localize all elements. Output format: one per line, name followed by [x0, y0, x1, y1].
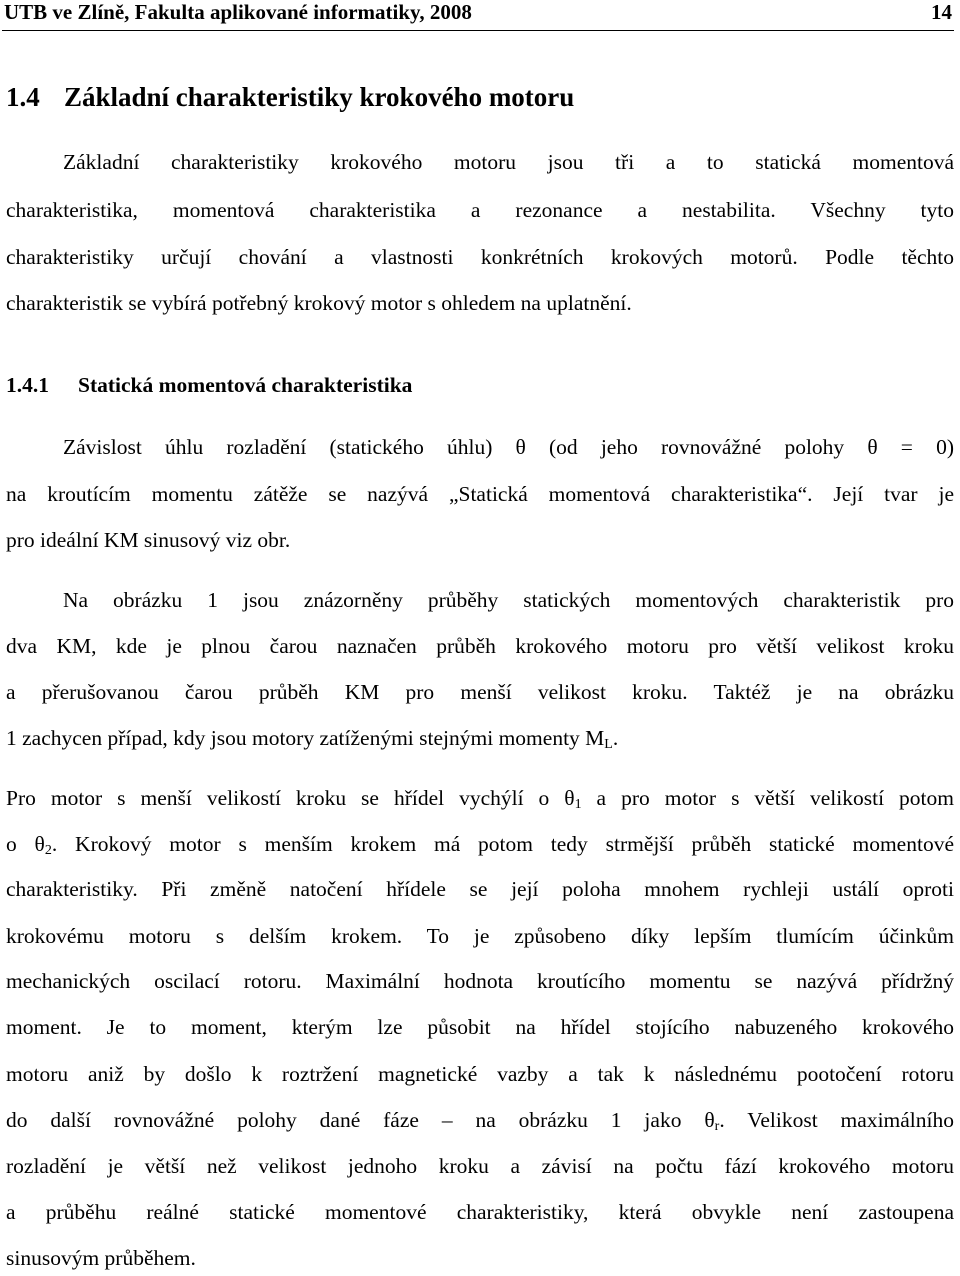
subscript: r — [714, 1119, 720, 1134]
paragraph-line: moment. Je to moment, kterým lze působit na hřídel stojícího nabuzeného krokového — [6, 1015, 954, 1039]
paragraph-line: Na obrázku 1 jsou znázorněny průběhy statických momentových charakteristik pro — [63, 588, 954, 612]
subscript: 2 — [44, 843, 52, 858]
paragraph-line: a přerušovanou čarou průběh KM pro menší velikost kroku. Taktéž je na obrázku — [6, 680, 954, 704]
paragraph-line — [6, 1105, 954, 1135]
text: o θ — [6, 832, 45, 856]
text: . — [612, 726, 619, 750]
paragraph-line — [6, 783, 954, 813]
text: a pro motor s větší velikostí potom — [581, 786, 954, 810]
paragraph-line: a průběhu reálné statické momentové charakteristiky, která obvykle není zastoupena — [6, 1200, 954, 1224]
paragraph-line: dva KM, kde je plnou čarou naznačen průběh krokového motoru pro větší velikost kroku — [6, 634, 954, 658]
section-title: Základní charakteristiky krokového motoru — [64, 82, 575, 112]
paragraph-line: Závislost úhlu rozladění (statického úhlu) θ (od jeho rovnovážné polohy θ = 0) — [63, 435, 954, 459]
paragraph-line: motoru aniž by došlo k roztržení magnetické vazby a tak k následnému pootočení rotoru — [6, 1062, 954, 1086]
paragraph-line: charakteristiky určují chování a vlastnosti konkrétních krokových motorů. Podle těchto — [6, 245, 954, 269]
subsection-title: Statická momentová charakteristika — [78, 373, 413, 397]
subscript: 1 — [574, 797, 582, 812]
section-heading — [6, 82, 574, 113]
paragraph-line — [6, 723, 954, 753]
paragraph-line: Základní charakteristiky krokového motoru jsou tři a to statická momentová — [63, 150, 954, 174]
paragraph-line: charakteristik se vybírá potřebný krokový motor s ohledem na uplatnění. — [6, 291, 632, 315]
paragraph-line: sinusovým průběhem. — [6, 1246, 196, 1270]
text: . Krokový motor s menším krokem má potom tedy strmější průběh statické momentové — [51, 832, 954, 856]
header-title: UTB ve Zlíně, Fakulta aplikované informatiky, 2008 — [4, 0, 472, 24]
paragraph-line — [6, 829, 954, 859]
paragraph-line: rozladění je větší než velikost jednoho kroku a závisí na počtu fází krokového motoru — [6, 1154, 954, 1178]
paragraph-line: mechanických oscilací rotoru. Maximální hodnota kroutícího momentu se nazývá přídržný — [6, 969, 954, 993]
paragraph-line: charakteristiky. Při změně natočení hřídele se její poloha mnohem rychleji ustálí oproti — [6, 877, 954, 901]
text: do další rovnovážné polohy dané fáze – na obrázku 1 jako θ — [6, 1108, 715, 1132]
text: 1 zachycen případ, kdy jsou motory zatíženými stejnými momenty M — [6, 726, 605, 750]
paragraph-line: krokovému motoru s delším krokem. To je způsobeno díky lepším tlumícím účinkům — [6, 924, 954, 948]
page-header — [2, 0, 954, 31]
text: . Velikost maximálního — [719, 1108, 955, 1132]
page-number: 14 — [931, 0, 952, 24]
subsection-number: 1.4.1 — [6, 373, 49, 397]
subsection-heading — [6, 373, 412, 398]
paragraph-line: charakteristika, momentová charakteristika a rezonance a nestabilita. Všechny tyto — [6, 198, 954, 222]
subscript: L — [604, 737, 613, 752]
paragraph-line: na kroutícím momentu zátěže se nazývá „Statická momentová charakteristika“. Její tvar je — [6, 482, 954, 506]
section-number: 1.4 — [6, 82, 40, 112]
text: Pro motor s menší velikostí kroku se hřídel vychýlí o θ — [6, 786, 575, 810]
paragraph-line: pro ideální KM sinusový viz obr. — [6, 528, 291, 552]
